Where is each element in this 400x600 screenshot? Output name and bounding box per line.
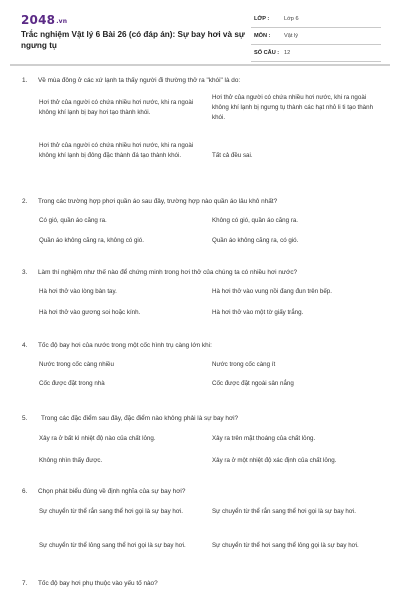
question-4 — [0, 339, 400, 399]
meta-label: MÔN : — [254, 33, 271, 39]
question-header — [0, 485, 400, 499]
meta-value: 12 — [284, 50, 291, 56]
option-c[interactable]: Hơi thở của người có chứa nhiều hơi nước, khi ra ngoài không khí lạnh bị đông đặc thành đá tạo thành khói. — [39, 142, 194, 160]
meta-value: Lớp 6 — [284, 16, 299, 22]
meta-row-class — [251, 13, 381, 28]
option-d[interactable]: Tất cả đều sai. — [212, 152, 253, 159]
question-header — [0, 412, 400, 426]
logo-suffix: .vn — [56, 18, 68, 25]
option-c[interactable]: Sự chuyển từ thể lỏng sang thể hơi gọi là sự bay hơi. — [39, 542, 186, 549]
option-c[interactable]: Cốc được đặt trong nhà — [39, 380, 105, 387]
question-5 — [0, 412, 400, 474]
option-b[interactable]: Không có gió, quần áo căng ra. — [212, 217, 299, 224]
option-d[interactable]: Hà hơi thở vào một tờ giấy trắng. — [212, 309, 304, 316]
question-text: Làm thí nghiệm như thế nào để chứng minh trong hơi thở của chúng ta có nhiều hơi nước? — [38, 269, 298, 276]
question-number: 1. — [22, 77, 28, 84]
logo-text: 2048 — [21, 13, 56, 27]
option-d[interactable]: Cốc được đặt ngoài sân nắng — [212, 380, 294, 387]
meta-value: Vật lý — [284, 33, 298, 39]
option-a[interactable]: Nước trong cốc càng nhiều — [39, 361, 114, 368]
option-d[interactable]: Sự chuyển từ thể hơi sang thể lỏng gọi là sự bay hơi. — [212, 542, 359, 549]
option-c[interactable]: Hà hơi thở vào gương soi hoặc kính. — [39, 309, 141, 316]
question-1 — [0, 74, 400, 190]
question-7 — [0, 577, 400, 595]
option-a[interactable]: Xảy ra ở bất kì nhiệt độ nào của chất lỏng. — [39, 435, 156, 442]
question-text: Tốc độ bay hơi phụ thuộc vào yếu tố nào? — [38, 580, 158, 587]
question-2 — [0, 195, 400, 255]
meta-panel — [251, 13, 381, 64]
meta-row-subject — [251, 30, 381, 45]
option-d[interactable]: Xảy ra ở một nhiệt độ xác định của chất lỏng. — [212, 457, 337, 464]
page-title: Trắc nghiệm Vật lý 6 Bài 26 (có đáp án): Sự bay hơi và sự ngưng tụ — [21, 30, 245, 50]
option-b[interactable]: Hà hơi thở vào vung nồi đang đun trên bếp. — [212, 288, 332, 295]
question-text: Tốc độ bay hơi của nước trong một cốc hình trụ càng lớn khi: — [38, 342, 212, 349]
option-a[interactable]: Hơi thở của người có chứa nhiều hơi nước, khi ra ngoài không khí lạnh bị bay hơi tạo thành khói. — [39, 99, 194, 117]
question-header — [0, 577, 400, 591]
question-header — [0, 339, 400, 353]
question-text: Trong các đặc điểm sau đây, đặc điểm nào không phải là sự bay hơi? — [41, 415, 239, 422]
question-text: Về mùa đông ở các xứ lạnh ta thấy người đi thường thở ra "khói" là do: — [38, 77, 241, 84]
option-b[interactable]: Nước trong cốc càng ít — [212, 361, 276, 368]
question-header — [0, 195, 400, 209]
question-header — [0, 74, 400, 88]
question-header — [0, 266, 400, 280]
question-number: 5. — [22, 415, 28, 422]
question-text: Chọn phát biểu đúng về định nghĩa của sự bay hơi? — [38, 488, 186, 495]
option-a[interactable]: Có gió, quần áo căng ra. — [39, 217, 107, 224]
question-number: 3. — [22, 269, 28, 276]
question-6 — [0, 485, 400, 575]
question-text: Trong các trường hợp phơi quần áo sau đây, trường hợp nào quần áo lâu khô nhất? — [38, 198, 278, 205]
question-3 — [0, 266, 400, 326]
header-divider — [10, 64, 390, 66]
option-c[interactable]: Quần áo không căng ra, không có gió. — [39, 237, 144, 244]
option-a[interactable]: Hà hơi thở vào lòng bàn tay. — [39, 288, 117, 295]
question-number: 6. — [22, 488, 28, 495]
question-number: 7. — [22, 580, 28, 587]
site-logo[interactable] — [21, 13, 67, 27]
meta-label: SỐ CÂU : — [254, 50, 280, 56]
option-c[interactable]: Không nhìn thấy được. — [39, 457, 103, 464]
question-number: 2. — [22, 198, 28, 205]
option-d[interactable]: Quần áo không căng ra, có gió. — [212, 237, 299, 244]
option-a[interactable]: Sự chuyển từ thể rắn sang thể hơi gọi là sự bay hơi. — [39, 508, 184, 515]
option-b[interactable]: Sự chuyển từ thể rắn sang thể hơi gọi là sự bay hơi. — [212, 508, 357, 515]
meta-label: LỚP : — [254, 16, 270, 22]
meta-row-count — [251, 47, 381, 62]
page-header — [0, 0, 400, 62]
option-b[interactable]: Xảy ra trên mặt thoáng của chất lỏng. — [212, 435, 316, 442]
option-b[interactable]: Hơi thở của người có chứa nhiều hơi nước, khi ra ngoài không khí lạnh bị ngưng tụ thành các hạt nhỏ li ti tạo thành khói. — [212, 94, 374, 122]
question-number: 4. — [22, 342, 28, 349]
